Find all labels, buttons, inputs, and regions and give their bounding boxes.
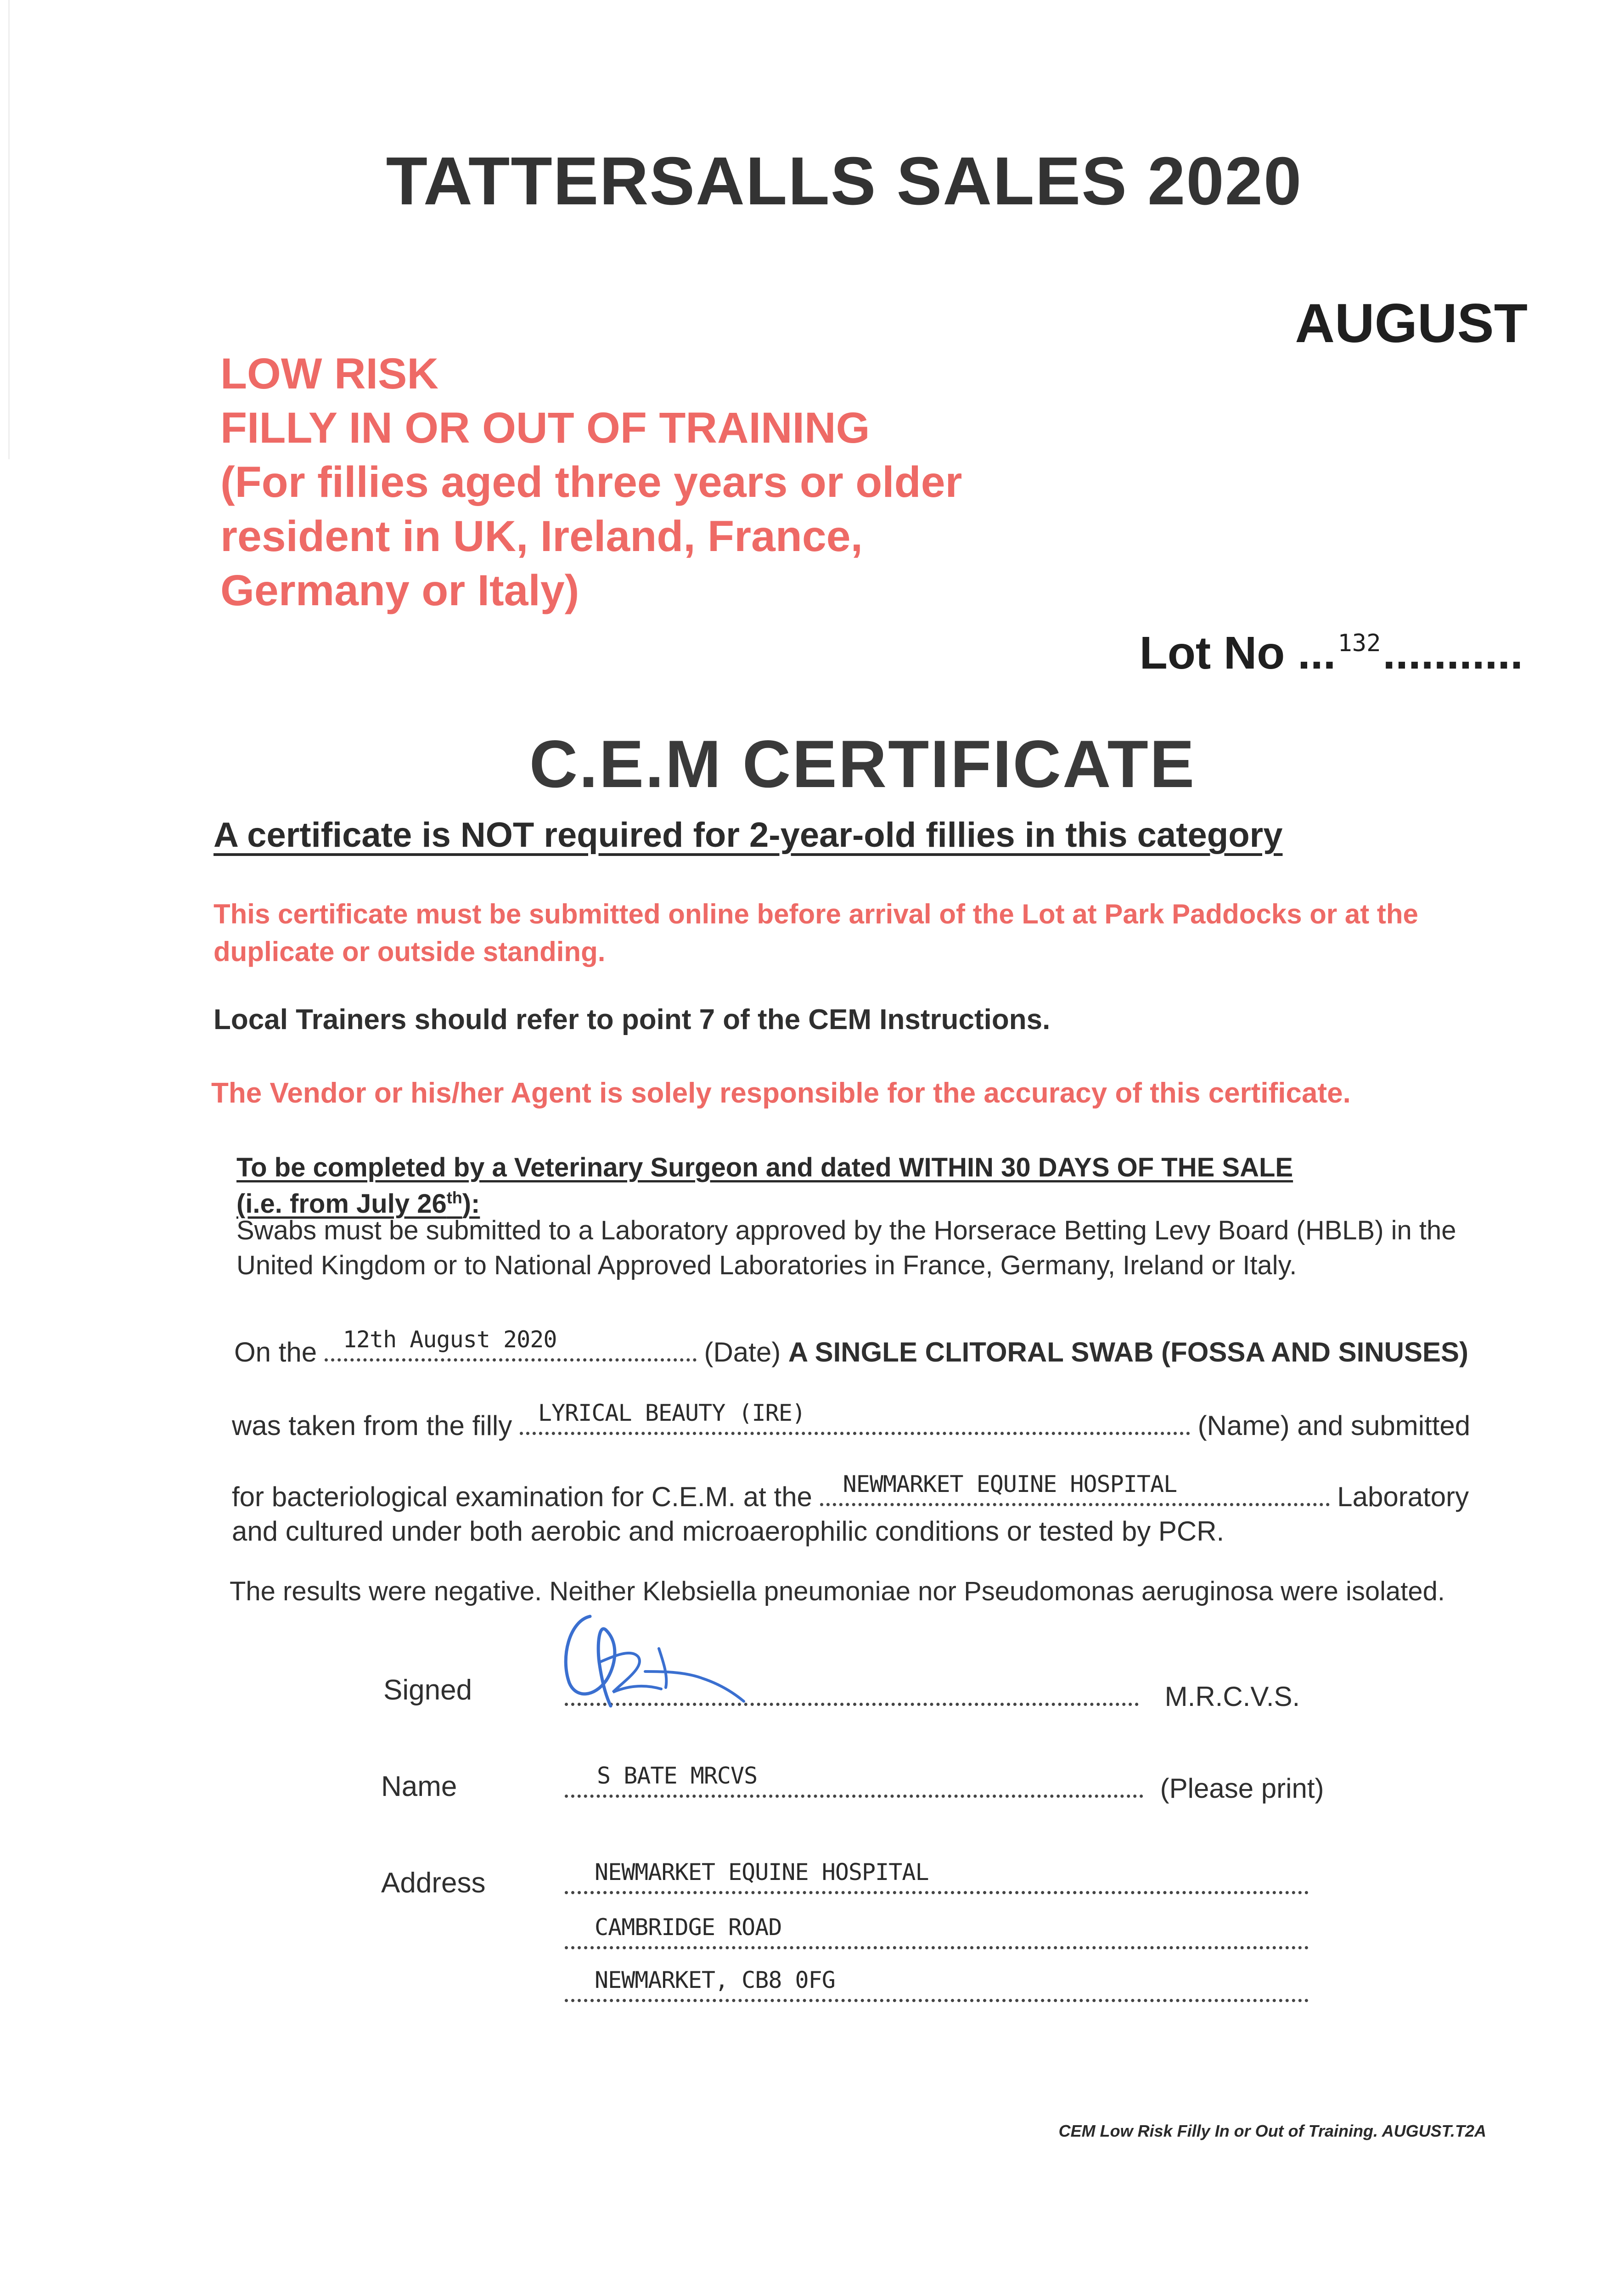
veterinary-heading: [236, 1153, 1293, 1219]
address-value-2: CAMBRIDGE ROAD: [595, 1914, 782, 1941]
mrcvs-suffix: M.R.C.V.S.: [1164, 1681, 1300, 1712]
date-line: [234, 1326, 1469, 1368]
address-field-3[interactable]: [565, 1967, 1309, 2002]
filly-suffix: (Name) and submitted: [1197, 1410, 1471, 1441]
vendor-responsibility-notice: The Vendor or his/her Agent is solely responsible for the accuracy of this certificate.: [211, 1077, 1351, 1109]
local-trainers-notice: Local Trainers should refer to point 7 of the CEM Instructions.: [214, 1004, 1051, 1035]
sale-month: AUGUST: [1295, 293, 1528, 354]
address-line-1: [565, 1859, 1309, 1901]
category-line-3: (For fillies aged three years or older: [220, 458, 962, 506]
date-value: 12th August 2020: [343, 1326, 557, 1353]
scan-edge-shadow: [8, 0, 10, 459]
handwritten-signature: [551, 1603, 826, 1731]
swab-type: A SINGLE CLITORAL SWAB (FOSSA AND SINUSES): [788, 1337, 1469, 1367]
address-value-3: NEWMARKET, CB8 0FG: [595, 1967, 835, 1993]
filly-name-field[interactable]: [520, 1400, 1190, 1435]
address-label: Address: [381, 1867, 486, 1899]
laboratory-field[interactable]: [820, 1471, 1330, 1506]
date-suffix: (Date): [704, 1337, 781, 1367]
filly-line: [232, 1400, 1471, 1441]
laboratory-suffix: Laboratory: [1337, 1481, 1469, 1512]
results-text: The results were negative. Neither Klebsiella pneumoniae nor Pseudomonas aeruginosa were isolated.: [230, 1576, 1445, 1606]
name-label: Name: [381, 1771, 457, 1802]
name-line: [565, 1762, 1324, 1804]
veterinary-heading-line-2: (i.e. from July 26th):: [236, 1188, 480, 1219]
filly-label: was taken from the filly: [232, 1410, 512, 1441]
submission-notice: This certificate must be submitted online before arrival of the Lot at Park Paddocks or at the duplicate or outside standing.: [214, 899, 1418, 967]
form-code-footer: CEM Low Risk Filly In or Out of Training. AUGUST.T2A: [1058, 2122, 1486, 2140]
filly-name-value: LYRICAL BEAUTY (IRE): [538, 1400, 805, 1426]
category-line-1: LOW RISK: [220, 349, 438, 398]
certificate-title: C.E.M CERTIFICATE: [529, 726, 1196, 801]
printed-name-value: S BATE MRCVS: [597, 1762, 758, 1789]
lot-value: 132: [1337, 630, 1381, 657]
laboratory-value: NEWMARKET EQUINE HOSPITAL: [843, 1471, 1177, 1497]
veterinary-heading-line-1: To be completed by a Veterinary Surgeon and dated WITHIN 30 DAYS OF THE SALE: [236, 1153, 1293, 1182]
lot-label: Lot No: [1139, 627, 1285, 679]
category-line-4: resident in UK, Ireland, France,: [220, 512, 863, 561]
printed-name-field[interactable]: [565, 1762, 1143, 1798]
date-field[interactable]: [325, 1326, 697, 1362]
on-the-label: On the: [234, 1337, 317, 1367]
category-line-2: FILLY IN OR OUT OF TRAINING: [220, 404, 870, 452]
lot-number-field: Lot No ...$^{132}$...........: [1139, 627, 1523, 679]
address-value-1: NEWMARKET EQUINE HOSPITAL: [595, 1859, 929, 1885]
laboratory-label: for bacteriological examination for C.E.M. at the: [232, 1481, 812, 1512]
page-title: TATTERSALLS SALES 2020: [386, 143, 1303, 219]
swab-laboratory-text: Swabs must be submitted to a Laboratory approved by the Horserace Betting Levy Board (HBLB) in the United Kingdom or to National Approved Laboratories in France, Germany, Ireland or Italy.: [236, 1216, 1456, 1280]
category-line-5: Germany or Italy): [220, 566, 579, 615]
please-print-suffix: (Please print): [1160, 1773, 1324, 1804]
laboratory-line: [232, 1471, 1469, 1513]
address-field-1[interactable]: [565, 1859, 1309, 1894]
signed-label: Signed: [383, 1674, 472, 1706]
category-block: [220, 347, 962, 618]
address-field-2[interactable]: [565, 1914, 1309, 1949]
cultured-line: and cultured under both aerobic and microaerophilic conditions or tested by PCR.: [232, 1516, 1225, 1547]
address-line-3: [565, 1967, 1309, 2009]
address-line-2: [565, 1914, 1309, 1956]
not-required-notice: A certificate is NOT required for 2-year-old fillies in this category: [214, 816, 1283, 855]
